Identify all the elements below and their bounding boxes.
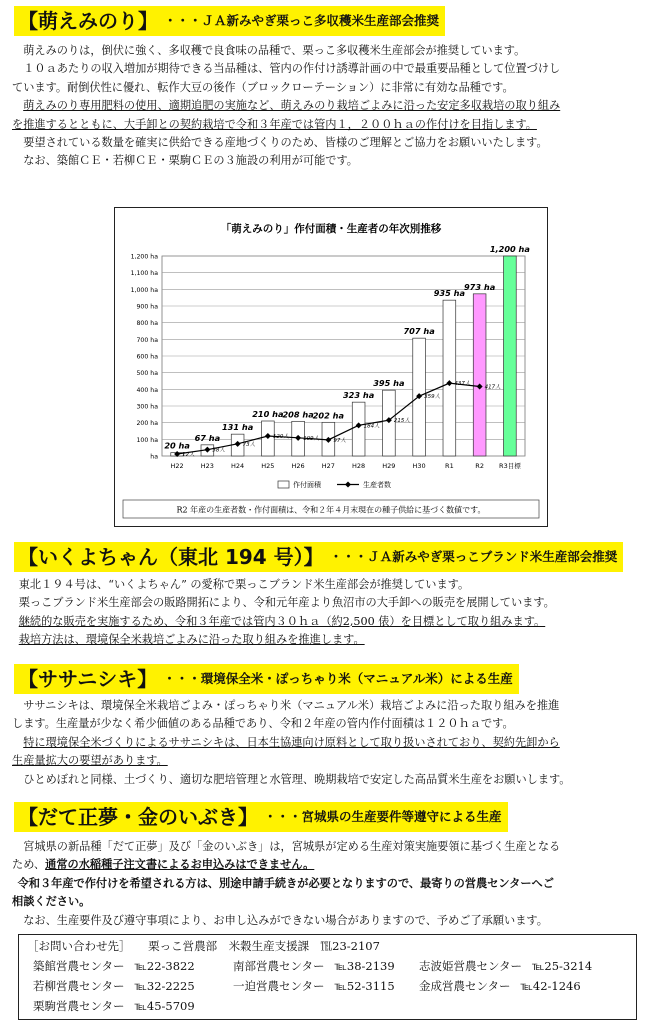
bar-data-label: 395 ha [373, 378, 405, 389]
x-tick-label: H29 [382, 462, 396, 470]
bar [443, 300, 456, 456]
contact-label: ［お問い合わせ先］ [27, 939, 131, 953]
section-body-moemi [12, 42, 642, 171]
paragraph-line: 継続的な販売を実施するため、令和３年産では管内３０ｈａ（約2,500 俵）を目標として取り組みます。 [18, 614, 546, 628]
section-header-sasa [14, 664, 519, 694]
line-data-label: 73人 [242, 441, 256, 448]
x-tick-label: H27 [321, 462, 335, 470]
contact-center: 一迫営農センター ℡52-3115 [233, 979, 395, 993]
bar-data-label: 973 ha [463, 281, 496, 292]
bar-data-label: 935 ha [433, 288, 466, 299]
bar-data-label: 208 ha [282, 409, 314, 420]
legend-line-marker [345, 482, 351, 488]
contact-center: 志波姫営農センター ℡25-3214 [419, 959, 593, 973]
y-tick-label: 1,000 ha [130, 286, 158, 294]
paragraph-line: 宮城県の新品種「だて正夢」及び「金のいぶき」は，宮城県が定める生産対策実施要領に基づく生産となる [23, 840, 561, 853]
line-data-label: 120人 [272, 434, 289, 440]
section-body-ikuyo [12, 576, 642, 650]
line-data-label: 109人 [303, 435, 320, 442]
section-header-ikuyo [14, 542, 623, 572]
chart-title: 「萌えみのり」作付面積・生産者の年次別推移 [220, 223, 442, 235]
section-header-moemi [14, 6, 445, 36]
bar-data-label: 20 ha [164, 440, 190, 451]
bar-data-label: 323 ha [342, 390, 375, 401]
emphasis-text: 通常の水稲種子注文書によるお申込みはできません。 [45, 858, 315, 872]
contact-center: 築館営農センター ℡22-3822 [33, 959, 195, 973]
section-body-sasa [12, 697, 642, 789]
section-subtitle: ・・・宮城県の生産要件等遵守による生産 [262, 802, 508, 832]
contact-center: 金成営農センター ℡42-1246 [419, 979, 581, 993]
paragraph-line: なお、築館ＣＥ・若柳ＣＥ・栗駒ＣＥの３施設の利用が可能です。 [23, 154, 358, 168]
contact-box [18, 934, 637, 1020]
paragraph-line: 生産量拡大の要望があります。 [12, 754, 168, 768]
legend-label: 生産者数 [363, 481, 391, 489]
line-data-label: 359人 [424, 394, 441, 401]
paragraph-line: 特に環境保全米づくりによるササニシキは、日本生協連向け原料として取り扱いされており、契約先卸から [23, 735, 560, 749]
chart-container [114, 207, 548, 527]
paragraph-line: を推進するとともに、大手卸との契約栽培で令和３年産では管内１，２００ｈａの作付けを目指します。 [12, 117, 537, 131]
line-data-label: 417人 [484, 384, 501, 391]
contact-center: 南部営農センター ℡38-2139 [233, 959, 395, 973]
paragraph-line: 萌えみのりは，倒伏に強く、多収穫で良食味の品種で、栗っこ多収穫米生産部会が推奨しています。 [23, 44, 526, 57]
line-data-label: 215人 [393, 418, 410, 425]
line-data-label: 97人 [333, 437, 346, 444]
paragraph-line: ています。耐倒伏性に優れ、転作大豆の後作（ブロックローテーション）に非常に有効な品種です。 [12, 80, 514, 94]
y-tick-label: 700 ha [136, 336, 158, 344]
x-tick-label: H25 [261, 462, 275, 470]
paragraph-line: 要望されている数量を確実に供給できる産地づくりのため、皆様のご理解とご協力をお願いいたします。 [23, 136, 548, 150]
contact-main: 栗っこ営農部 米穀生産支援課 ℡23-2107 [148, 939, 380, 953]
line-data-label: 38人 [212, 447, 225, 454]
paragraph-line: ひとめぼれと同様、土づくり、適切な肥培管理と水管理、晩期栽培で安定した高品質米生産をお願いします。 [23, 772, 571, 786]
y-tick-label: 900 ha [136, 303, 158, 311]
line-data-label: 184人 [363, 423, 380, 430]
emphasis-line: 令和３年産で作付けを希望される方は、別途申請手続きが必要となりますので、最寄りの営農センターへご [17, 876, 554, 890]
legend-bar-swatch [278, 481, 289, 488]
bar-data-label: 210 ha [252, 409, 284, 419]
bar-data-label: 131 ha [221, 422, 254, 433]
x-tick-label: H23 [200, 462, 214, 470]
bar-data-label: 67 ha [194, 432, 221, 443]
bar-data-label: 707 ha [403, 326, 435, 337]
x-tick-label: H22 [170, 462, 184, 470]
paragraph-line: します。生産量が少なく希少価値のある品種であり、令和２年産の管内作付面積は１２０ｈａです。 [12, 717, 514, 731]
section-title: 【萌えみのり】 [14, 6, 162, 36]
contact-center: 栗駒営農センター ℡45-5709 [33, 999, 195, 1013]
x-tick-label: H26 [291, 462, 305, 470]
y-tick-label: 800 ha [136, 320, 158, 328]
chart-note: R2 年産の生産者数・作付面積は、令和２年４月末現在の種子供給に基づく数値です。 [176, 505, 486, 515]
contact-header [27, 938, 380, 954]
x-tick-label: R1 [445, 462, 454, 470]
legend-label: 作付面積 [293, 481, 321, 489]
paragraph-line: 萌えみのり専用肥料の使用、適期追肥の実施など、萌えみのり栽培ごよみに沿った安定多収栽培の取り組み [23, 99, 561, 113]
y-tick-label: 400 ha [136, 386, 158, 394]
x-tick-label: H30 [412, 462, 426, 470]
section-header-date [14, 802, 508, 832]
section-subtitle: ・・・ＪＡ新みやぎ栗っこブランド米生産部会推奨 [328, 542, 624, 572]
bar-data-label: 202 ha [312, 410, 345, 421]
section-subtitle: ・・・ＪＡ新みやぎ栗っこ多収穫米生産部会推奨 [162, 6, 445, 36]
bar [504, 256, 517, 456]
section-body-date [12, 838, 642, 930]
y-tick-label: 200 ha [136, 420, 158, 428]
y-tick-label: 1,100 ha [130, 270, 158, 278]
paragraph-line: １０ａあたりの収入増加が期待できる当品種は、管内の作付け誘導計画の中で最重要品種として位置づけし [23, 62, 561, 76]
x-tick-label: H24 [231, 462, 245, 470]
x-tick-label: R3目標 [499, 462, 521, 470]
bar-data-label: 1,200 ha [489, 244, 530, 254]
bar [473, 294, 486, 456]
y-tick-label: 1,200 ha [130, 253, 158, 261]
paragraph-line: 東北１９４号は、“いくよちゃん” の愛称で栗っこブランド米生産部会が推奨しています。 [18, 578, 470, 591]
chart [115, 208, 547, 526]
contact-center: 若柳営農センター ℡32-2225 [33, 979, 195, 993]
paragraph-line: なお、生産要件及び遵守事項により、お申し込みができない場合がありますので、予めご了承願います。 [23, 913, 548, 927]
y-tick-label: 500 ha [136, 370, 158, 378]
x-tick-label: H28 [352, 462, 366, 470]
section-subtitle: ・・・環境保全米・ぽっちゃり米（マニュアル米）による生産 [161, 664, 519, 694]
paragraph-line: 栽培方法は、環境保全米栽培ごよみに沿った取り組みを推進します。 [18, 633, 365, 647]
section-title: 【いくよちゃん（東北 194 号）】 [14, 542, 328, 572]
paragraph-line: ため、通常の水稲種子注文書によるお申込みはできません。 [12, 858, 315, 872]
section-title: 【ササニシキ】 [14, 664, 161, 694]
emphasis-line: 相談ください。 [12, 895, 91, 909]
y-tick-label: 600 ha [136, 353, 158, 361]
line-data-label: 12人 [182, 452, 195, 458]
line-data-label: 437人 [454, 381, 471, 388]
paragraph-line: 栗っこブランド米生産部会の販路開拓により、令和元年産より魚沼市の大手卸への販売を展開しています。 [18, 596, 555, 610]
section-title: 【だて正夢・金のいぶき】 [14, 802, 262, 832]
paragraph-line: ササニシキは、環境保全米栽培ごよみ・ぽっちゃり米（マニュアル米）栽培ごよみに沿った取り組みを推進 [23, 699, 560, 712]
y-tick-label: 300 ha [136, 403, 158, 411]
y-tick-label: ha [150, 453, 158, 461]
x-tick-label: R2 [475, 462, 484, 470]
y-tick-label: 100 ha [136, 436, 158, 444]
